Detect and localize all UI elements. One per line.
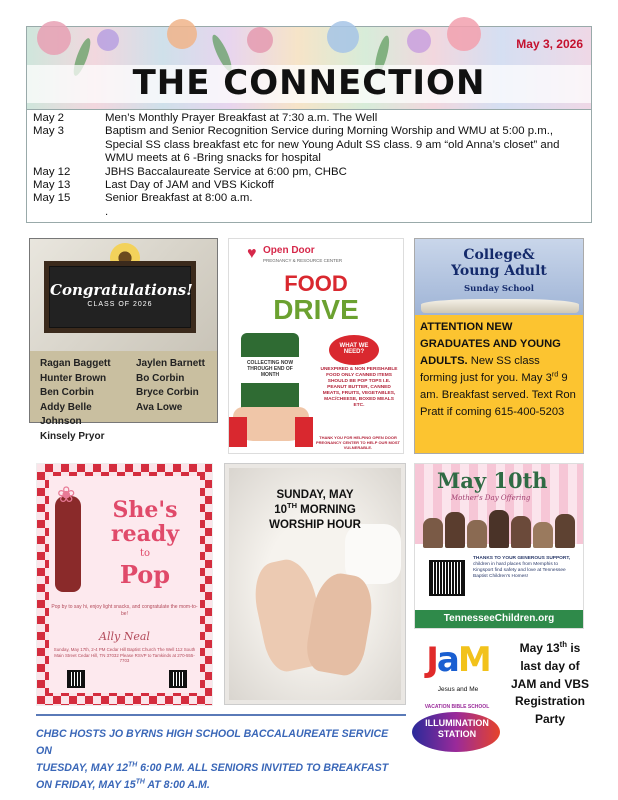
graduate-name: Bryce Corbin [136,387,199,398]
schedule-row [33,206,585,219]
superscript: TH [287,501,297,511]
graduate-name: Ragan Baggett [40,358,111,369]
flower-decoration [327,21,359,53]
offering-thanks-bold: THANKS TO YOUR GENEROUS SUPPORT, [473,556,571,561]
college-title-line: Young Adult [451,263,547,279]
newsletter-date: May 3, 2026 [516,37,583,51]
can-label: COLLECTING NOW THROUGH END OF MONTH [241,357,299,383]
pop-line-text: She's [112,497,178,523]
person-figure [489,510,509,548]
mothers-day-offering-panel [414,463,584,629]
college-banner [415,239,583,315]
event-date: May 15 [33,192,71,205]
event-text: Baptism and Senior Recognition Service during Morning Worship and WMU at 5:00 p.m., Special SS class breakfast etc for new Young Adult SS class. 9 am “old Anna’s closet” and WMU meets at 6 -Bring snacks for hospital [105,125,560,165]
worship-line: WORSHIP HOUR [269,519,361,531]
soda-bottle-icon [55,496,81,592]
chalkboard-sign [44,261,196,333]
person-figure [467,520,487,548]
worship-hour-panel [224,463,406,705]
food-thanks: THANK YOU FOR HELPING OPEN DOOR PREGNANCY CENTER TO HELP OUR MOST VULNERABLE. [315,435,400,450]
college-announcement [420,319,579,421]
worship-hour-text [239,488,391,533]
heart-icon: ♥ [247,245,257,262]
mothers-day-title: May 10th [437,468,548,493]
graduate-name: Kinsely Pryor [40,430,105,442]
congrats-photo [30,239,217,351]
notice-line: TUESDAY, MAY 12 [36,762,129,774]
superscript: th [559,640,568,649]
graduate-name: Jaylen Barnett [136,358,205,369]
org-subtitle: PREGNANCY & RESOURCE CENTER [263,258,343,263]
college-announcement-text: New SS class forming just for you. May 3 [420,355,552,384]
flower-decoration [247,27,273,53]
vbs-label: VACATION BIBLE SCHOOL [424,704,490,710]
event-date: May 12 [33,165,71,178]
drive-heading: DRIVE [273,294,359,325]
honoree-name: Ally Neal [99,630,150,643]
college-title [415,247,583,279]
needs-list: UNEXPIRED & NON PERISHABLE FOOD ONLY CANNED ITEMS SHOULD BE POP TOPS I.E. PEANUT BUTTER, CANNED MEATS, FRUITS, VEGETABLES, MAC/CHEESE, BOXED MEALS ETC. [320,367,398,408]
event-date: May 2 [33,112,65,124]
graduate-name: Bo Corbin [136,372,185,384]
mothers-day-subtitle: Mother's Day Offering [451,494,531,502]
sign-title: Congratulations! [50,281,193,299]
pop-line-pop: Pop [119,560,171,589]
bible-icon [421,299,579,313]
baccalaureate-notice [36,714,406,791]
event-date: May 3 [33,125,65,138]
graduate-names [40,357,211,444]
website-link[interactable]: TennesseeChildren.org [415,610,583,628]
person-figure [533,522,553,548]
event-text: Men’s Monthly Prayer Breakfast at 7:30 a.m. The Well [105,112,378,124]
jam-text: is last day of JAM and VBS Registration Party [510,641,589,727]
flower-decoration [407,29,431,53]
superscript: TH [128,761,138,769]
jam-caption: Jesus and Me [437,686,479,693]
food-heading: FOOD [284,271,348,296]
college-title-line: College& [463,247,535,263]
graduate-name: Ben Corbin [40,387,94,398]
bow-icon: ❀ [57,482,76,507]
invite-text: Pop by to say hi, enjoy light snacks, and congratulate the mom-to-be! [51,604,198,617]
qr-code-icon [67,670,85,688]
flower-decoration [97,29,119,51]
events-schedule [26,110,592,223]
offering-thanks-text: children in hard places from Memphis to Kingsport find safety and love at Tennessee Baptist Children's Homes! [473,562,566,579]
person-figure [423,518,443,548]
notice-line: AT 8:00 A.M. [144,779,210,791]
schedule-row [33,179,585,192]
person-figure [511,516,531,548]
flower-decoration [447,17,481,51]
pop-line-to: to [139,548,151,559]
jam-logo-mark: JaM [426,640,490,680]
notice-line: ON FRIDAY, MAY 15 [36,779,136,791]
person-figure [555,514,575,548]
pop-line-text: ready [110,521,179,547]
pop-line [95,498,195,546]
schedule-row [33,192,585,205]
notice-line: CHBC HOSTS JO BYRNS HIGH SCHOOL BACCALAUREATE SERVICE ON [36,728,389,757]
event-details: Sunday, May 17th, 2-4 PM Cedar Hill Baptist Church The Well 112 South Main Street Cedar Hill, TN 37032 Please RSVP to Tamkinds at 270-555-7703 [53,647,196,664]
illumination-station-logo [410,704,504,760]
graduate-name: Hunter Brown [40,372,107,384]
schedule-row [33,166,585,179]
jam-last-day-text [508,640,592,756]
children-photo [423,510,575,548]
chalkboard [49,266,191,328]
event-text: Last Day of JAM and VBS Kickoff [105,179,274,192]
event-date: May 13 [33,179,71,192]
worship-line: SUNDAY, MAY [276,489,354,501]
qr-code-icon [169,670,187,688]
person-figure [445,512,465,548]
sleeve-icon [295,417,313,447]
offering-thanks [473,556,579,580]
jam-logo [418,636,498,702]
graduate-name: Addy Belle Johnson [40,401,92,427]
superscript: TH [135,778,145,786]
schedule-row [33,112,585,125]
qr-code-icon [429,560,465,596]
superscript: rd [551,369,559,379]
event-date [33,206,105,219]
baby-shower-flyer [36,463,213,706]
newsletter-header [26,26,592,110]
flower-decoration [37,21,71,55]
sign-subtitle: CLASS OF 2026 [87,301,153,308]
college-sunday-school-panel [414,238,584,454]
event-text: JBHS Baccalaureate Service at 6:00 pm, CHBC [105,165,347,178]
graduate-name: Ava Lowe [136,401,183,413]
flower-decoration [167,19,197,49]
event-text: . [105,205,109,218]
jam-text: May 13 [519,641,560,655]
newsletter-title: THE CONNECTION [132,63,486,103]
org-name: Open Door [263,245,315,256]
worship-line: MORNING [296,504,356,516]
college-subtitle: Sunday School [464,284,534,294]
graduates-panel [29,238,218,442]
notice-line: 6:00 P.M. ALL SENIORS INVITED TO BREAKFAST [137,762,389,774]
schedule-row [33,125,585,165]
event-text: Senior Breakfast at 8:00 a.m. [105,192,253,205]
sleeve-icon [229,417,247,447]
food-drive-flyer [228,238,404,454]
what-we-need-bubble: WHAT WE NEED? [329,335,379,365]
illumination-title: ILLUMINATION STATION [425,718,489,739]
college-announcement-bold: ATTENTION NEW GRADUATES AND YOUNG ADULTS. [420,321,561,367]
college-announcement-text: 9 am. Breakfast served. Text Ron Pratt if coming 615-400-5203 [420,372,576,418]
worship-line: 10 [274,504,288,516]
